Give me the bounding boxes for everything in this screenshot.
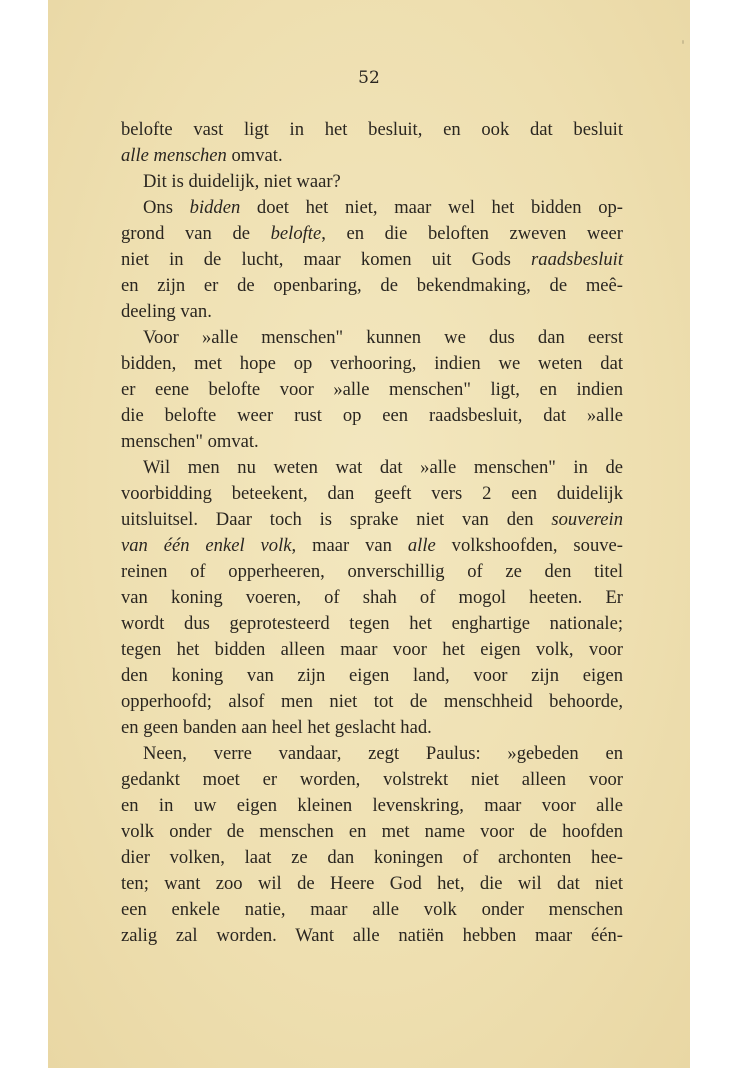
text-span: gedankt moet er worden, volstrekt niet alleen voor bbox=[121, 769, 623, 790]
text-line bbox=[121, 455, 623, 481]
italic-text: belofte bbox=[270, 223, 322, 244]
text-span: een enkele natie, maar alle volk onder menschen bbox=[121, 899, 623, 920]
italic-text: alle bbox=[407, 535, 436, 556]
text-span: en geen banden aan heel het geslacht had. bbox=[121, 717, 432, 738]
text-line bbox=[121, 611, 623, 637]
text-span: Voor »alle menschen" kunnen we dus dan eerst bbox=[143, 327, 623, 348]
text-line bbox=[121, 195, 623, 221]
text-line bbox=[121, 715, 623, 741]
text-line bbox=[121, 819, 623, 845]
text-line bbox=[121, 663, 623, 689]
body-text bbox=[121, 117, 623, 949]
text-span: menschen" omvat. bbox=[121, 431, 259, 452]
text-span: voorbidding beteekent, dan geeft vers 2 een duidelijk bbox=[121, 483, 623, 504]
text-span: volk onder de menschen en met name voor de hoofden bbox=[121, 821, 623, 842]
text-span: bidden, met hope op verhooring, indien we weten dat bbox=[121, 353, 623, 374]
text-line bbox=[121, 273, 623, 299]
text-line bbox=[121, 897, 623, 923]
text-span: Ons bbox=[143, 197, 190, 218]
text-line bbox=[121, 429, 623, 455]
text-span: dier volken, laat ze dan koningen of archonten hee- bbox=[121, 847, 623, 868]
text-line bbox=[121, 325, 623, 351]
italic-text: alle menschen bbox=[121, 145, 227, 166]
text-span: deeling van. bbox=[121, 301, 212, 322]
text-line bbox=[121, 507, 623, 533]
text-line bbox=[121, 767, 623, 793]
text-line bbox=[121, 871, 623, 897]
text-line bbox=[121, 559, 623, 585]
text-span: reinen of opperheeren, onverschillig of ze den titel bbox=[121, 561, 623, 582]
text-line bbox=[121, 377, 623, 403]
italic-text: bidden bbox=[189, 197, 241, 218]
text-line bbox=[121, 793, 623, 819]
text-span: doet het niet, maar wel het bidden op- bbox=[240, 197, 624, 218]
italic-text: souverein bbox=[551, 509, 623, 530]
text-span: uitsluitsel. Daar toch is sprake niet van den bbox=[121, 509, 552, 530]
text-span: ten; want zoo wil de Heere God het, die wil dat niet bbox=[121, 873, 623, 894]
text-span: en in uw eigen kleinen levenskring, maar voor alle bbox=[121, 795, 623, 816]
text-line bbox=[121, 845, 623, 871]
text-line bbox=[121, 741, 623, 767]
italic-text: raadsbesluit bbox=[531, 249, 623, 270]
text-line bbox=[121, 117, 623, 143]
italic-text: van één enkel volk bbox=[121, 535, 292, 556]
text-span: Dit is duidelijk, niet waar? bbox=[143, 171, 341, 192]
text-line bbox=[121, 403, 623, 429]
text-span: wordt dus geprotesteerd tegen het enghartige nationale; bbox=[121, 613, 623, 634]
text-line bbox=[121, 247, 623, 273]
text-line bbox=[121, 299, 623, 325]
page-number: 52 bbox=[358, 68, 380, 88]
text-line bbox=[121, 689, 623, 715]
text-span: , maar van bbox=[291, 535, 408, 556]
text-line bbox=[121, 923, 623, 949]
text-span: omvat. bbox=[226, 145, 283, 166]
text-line bbox=[121, 533, 623, 559]
paper-speck bbox=[682, 40, 684, 44]
text-span: Neen, verre vandaar, zegt Paulus: »gebeden en bbox=[143, 743, 623, 764]
text-span: van koning voeren, of shah of mogol heeten. Er bbox=[121, 587, 623, 608]
text-span: en zijn er de openbaring, de bekendmaking, de meê- bbox=[121, 275, 623, 296]
text-line bbox=[121, 221, 623, 247]
text-span: opperhoofd; alsof men niet tot de menschheid behoorde, bbox=[121, 691, 623, 712]
text-line bbox=[121, 351, 623, 377]
text-span: Wil men nu weten wat dat »alle menschen" in de bbox=[143, 457, 623, 478]
text-span: grond van de bbox=[121, 223, 271, 244]
text-span: den koning van zijn eigen land, voor zijn eigen bbox=[121, 665, 623, 686]
text-span: volkshoofden, souve- bbox=[435, 535, 623, 556]
text-span: zalig zal worden. Want alle natiën hebben maar één- bbox=[121, 925, 623, 946]
text-line bbox=[121, 169, 623, 195]
book-page bbox=[48, 0, 690, 1068]
text-line bbox=[121, 585, 623, 611]
text-span: er eene belofte voor »alle menschen" ligt, en indien bbox=[121, 379, 623, 400]
text-line bbox=[121, 481, 623, 507]
text-line bbox=[121, 143, 623, 169]
text-span: , en die beloften zweven weer bbox=[321, 223, 623, 244]
text-span: die belofte weer rust op een raadsbesluit, dat »alle bbox=[121, 405, 623, 426]
text-span: belofte vast ligt in het besluit, en ook dat besluit bbox=[121, 119, 623, 140]
text-line bbox=[121, 637, 623, 663]
text-span: niet in de lucht, maar komen uit Gods bbox=[121, 249, 532, 270]
text-span: tegen het bidden alleen maar voor het eigen volk, voor bbox=[121, 639, 623, 660]
